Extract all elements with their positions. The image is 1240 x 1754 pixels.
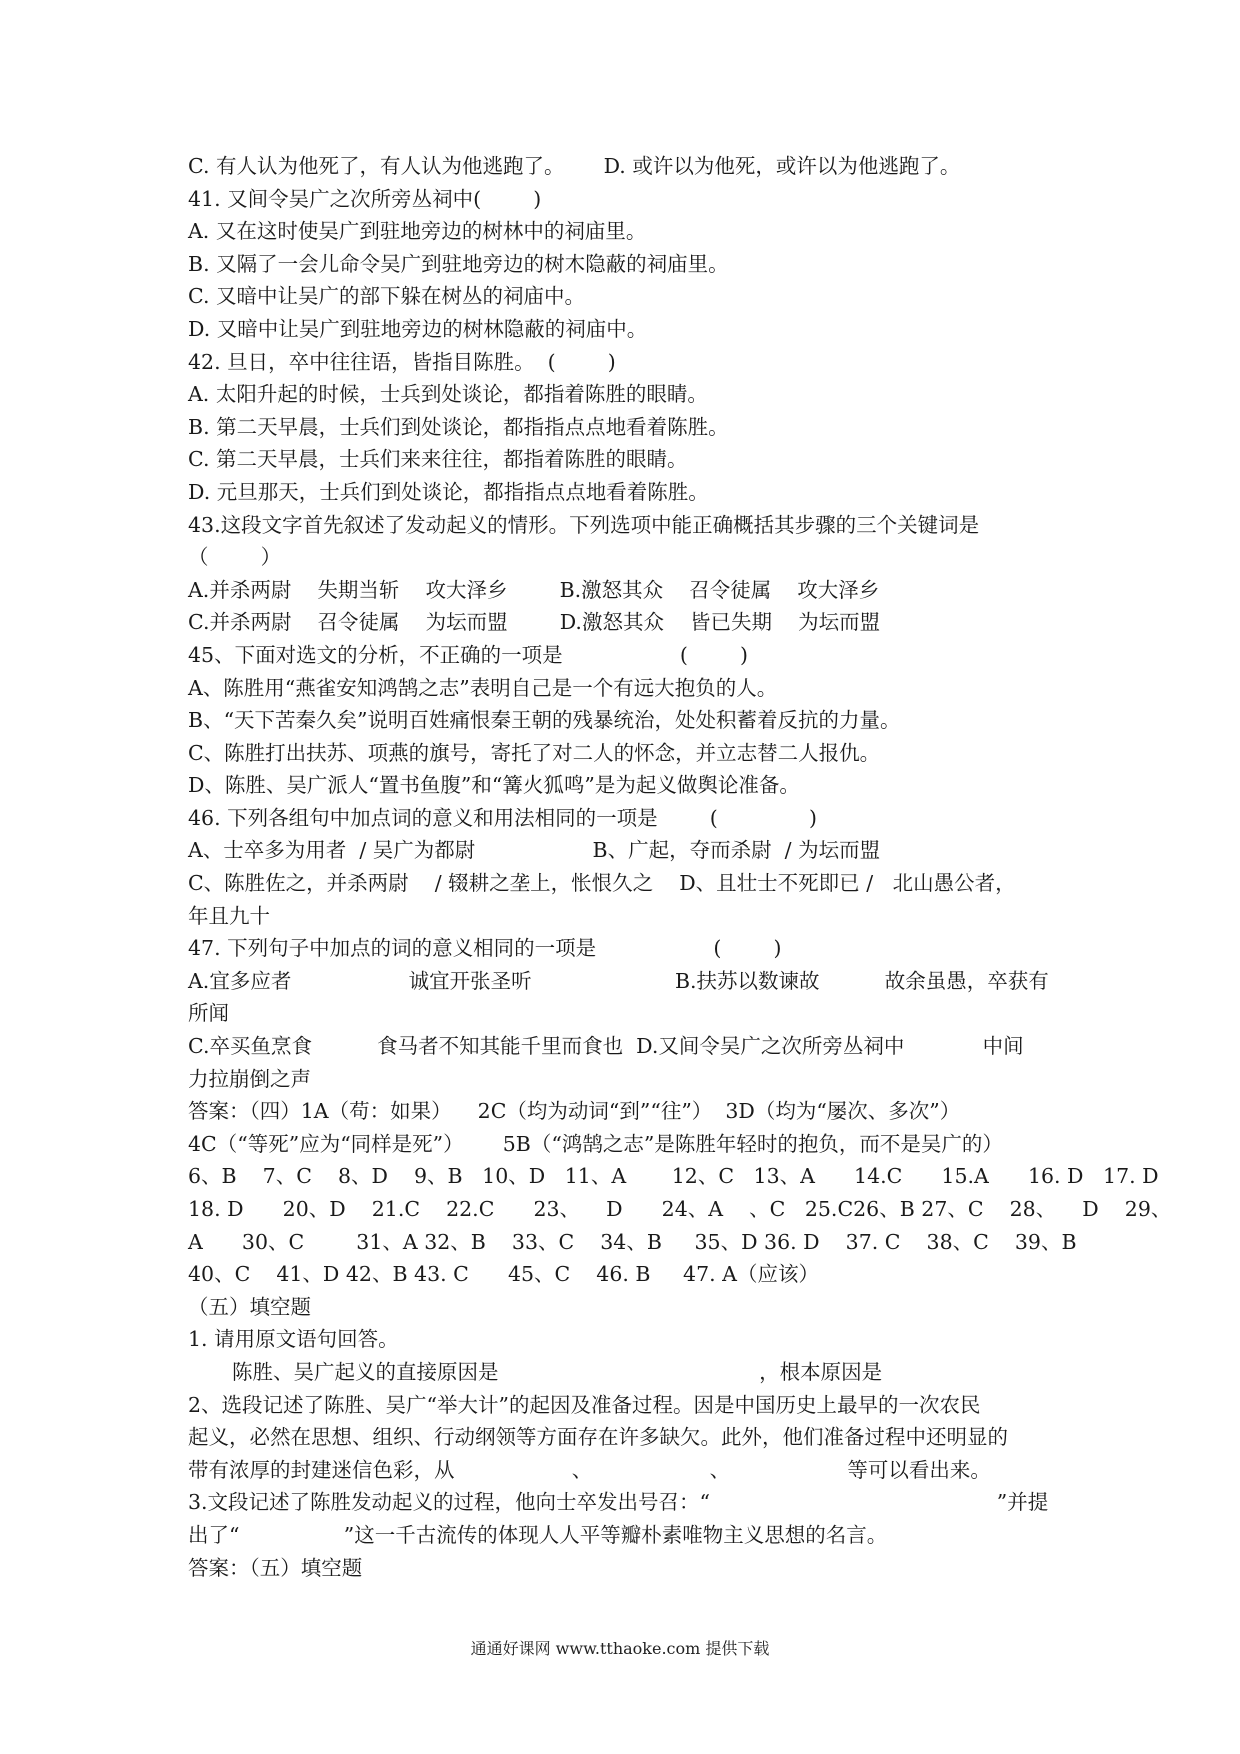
question-41: 41. 又间令吴广之次所旁丛祠中( )	[188, 186, 542, 211]
answer-key-line: 6、B 7、C 8、D 9、B 10、D 11、A 12、C 13、A 14.C 15.A 16. D 17. D	[188, 1164, 1159, 1189]
option-line: 力拉崩倒之声	[188, 1066, 311, 1091]
option-line: A.宜多应者 诚宜开张圣听 B.扶苏以数谏故 故余虽愚，卒获有	[188, 968, 1049, 993]
answer-heading: 答案：（五）填空题	[188, 1555, 363, 1580]
option-line: 年且九十	[188, 903, 270, 928]
option-line: C. 第二天早晨，士兵们来来往往，都指着陈胜的眼睛。	[188, 447, 688, 472]
answer-key-line: 18. D 20、D 21.C 22.C 23、 D 24、A 、C 25.C26、B 27、C 28、 D 29、	[188, 1197, 1172, 1221]
option-line: C. 又暗中让吴广的部下躲在树丛的祠庙中。	[188, 284, 585, 309]
option-line: B、“天下苦秦久矣”说明百姓痛恨秦王朝的残暴统治，处处积蓄着反抗的力量。	[188, 708, 901, 733]
option-line: C、陈胜打出扶苏、项燕的旗号，寄托了对二人的怀念，并立志替二人报仇。	[188, 740, 881, 765]
question-42: 42. 旦日，卒中往往语，皆指目陈胜。 ( )	[188, 349, 616, 374]
answer-blank: （ ）	[188, 545, 282, 570]
question-45: 45、下面对选文的分析，不正确的一项是 ( )	[188, 642, 749, 667]
option-line: A、陈胜用“燕雀安知鸿鹄之志”表明自己是一个有远大抱负的人。	[188, 675, 778, 700]
answer-key-line: 答案：（四）1A（苟：如果） 2C（均为动词“到”“往”） 3D（均为“屡次、多次”）	[188, 1099, 961, 1124]
page-footer: 通通好课网 www.tthaoke.com 提供下载	[470, 1639, 770, 1658]
fill-question-3: 3.文段记述了陈胜发动起义的过程，他向士卒发出号召：“ ”并提	[188, 1490, 1049, 1515]
fill-question-2: 2、选段记述了陈胜、吴广“举大计”的起因及准备过程。因是中国历史上最早的一次农民	[188, 1392, 981, 1417]
option-line: C.并杀两尉 召令徒属 为坛而盟 D.激怒其众 皆已失期 为坛而盟	[188, 610, 881, 635]
option-line: B. 第二天早晨，士兵们到处谈论，都指指点点地看着陈胜。	[188, 414, 729, 439]
fill-blank-line: 带有浓厚的封建迷信色彩，从 、 、 等可以看出来。	[188, 1457, 991, 1482]
question-43: 43.这段文字首先叙述了发动起义的情形。下列选项中能正确概括其步骤的三个关键词是	[188, 512, 980, 537]
option-line: D. 又暗中让吴广到驻地旁边的树林隐蔽的祠庙中。	[188, 316, 648, 341]
answer-key-line: 40、C 41、D 42、B 43. C 45、C 46. B 47. A（应该）	[188, 1262, 819, 1287]
option-line: 所闻	[188, 1001, 229, 1026]
fill-blank-line: 出了“ ”这一千古流传的体现人人平等瓣朴素唯物主义思想的名言。	[188, 1522, 888, 1547]
option-line: C.卒买鱼烹食 食马者不知其能千里而食也 D.又间令吴广之次所旁丛祠中 中间	[188, 1034, 1024, 1059]
question-47: 47. 下列句子中加点的词的意义相同的一项是 ( )	[188, 936, 782, 961]
option-line: C、陈胜佐之，并杀两尉 / 辍耕之垄上，怅恨久之 D、且壮士不死即已 / 北山愚公者，	[188, 871, 1016, 896]
option-line: A. 太阳升起的时候，士兵到处谈论，都指着陈胜的眼睛。	[188, 382, 708, 407]
document-body	[188, 150, 1172, 1584]
section-heading: （五）填空题	[188, 1294, 311, 1319]
answer-key-line: 4C（“等死”应为“同样是死”） 5B（“鸿鹄之志”是陈胜年轻时的抱负，而不是吴广的）	[188, 1131, 1003, 1156]
answer-key-line: A 30、C 31、A 32、B 33、C 34、B 35、D 36. D 37. C 38、C 39、B	[188, 1229, 1077, 1254]
option-line: A. 又在这时使吴广到驻地旁边的树林中的祠庙里。	[188, 219, 647, 244]
fill-question-1: 1. 请用原文语句回答。	[188, 1327, 399, 1352]
question-46: 46. 下列各组句中加点词的意义和用法相同的一项是 ( )	[188, 805, 817, 830]
option-line: B. 又隔了一会儿命令吴广到驻地旁边的树木隐蔽的祠庙里。	[188, 251, 729, 276]
option-line: D. 元旦那天，士兵们到处谈论，都指指点点地看着陈胜。	[188, 479, 709, 504]
text-line: 起义，必然在思想、组织、行动纲领等方面存在许多缺欠。此外，他们准备过程中还明显的	[188, 1425, 1008, 1450]
fill-blank-line: 陈胜、吴广起义的直接原因是 ，根本原因是	[232, 1359, 883, 1384]
option-line: D、陈胜、吴广派人“置书鱼腹”和“篝火狐鸣”是为起义做舆论准备。	[188, 773, 800, 798]
text-line: C. 有人认为他死了，有人认为他逃跑了。 D. 或许以为他死，或许以为他逃跑了。	[188, 154, 961, 178]
option-line: A.并杀两尉 失期当斩 攻大泽乡 B.激怒其众 召令徒属 攻大泽乡	[188, 577, 880, 602]
option-line: A、士卒多为用者 / 吴广为都尉 B、广起，夺而杀尉 / 为坛而盟	[188, 838, 881, 863]
